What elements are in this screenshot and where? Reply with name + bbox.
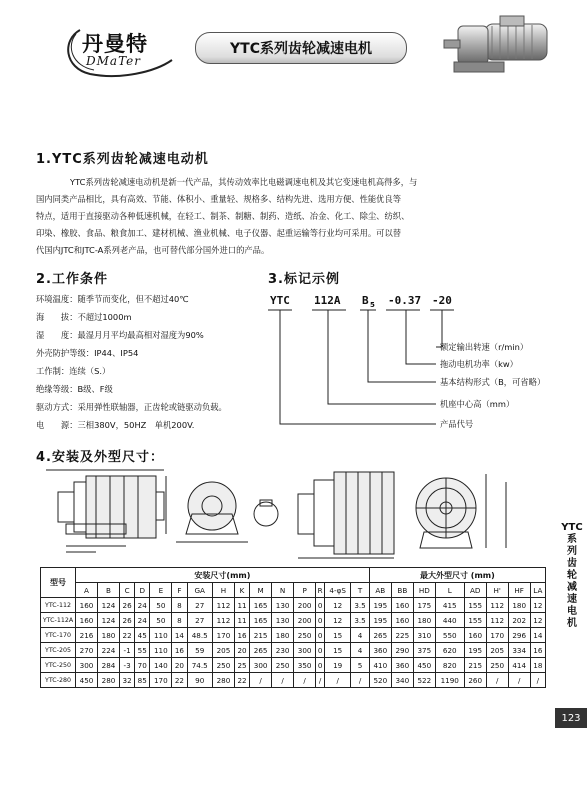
table-row xyxy=(41,658,546,673)
table-cell: 215 xyxy=(250,628,272,643)
section-1-heading: 1.YTC系列齿轮减速电动机 xyxy=(36,152,209,167)
table-cell: 3.5 xyxy=(351,598,370,613)
column-header: N xyxy=(272,583,294,598)
table-cell: 130 xyxy=(272,598,294,613)
column-header: P xyxy=(294,583,316,598)
table-cell: 26 xyxy=(120,598,135,613)
table-row xyxy=(41,643,546,658)
table-cell: 170 xyxy=(212,628,234,643)
table-cell: 22 xyxy=(234,673,249,688)
code-b-subscript: 5 xyxy=(370,301,375,309)
table-cell: 0 xyxy=(316,598,325,613)
table-cell: 230 xyxy=(272,643,294,658)
table-cell: 284 xyxy=(98,658,120,673)
table-cell: 45 xyxy=(135,628,150,643)
table-cell: 25 xyxy=(234,658,249,673)
label-structure-type: 基本结构形式（B，可省略） xyxy=(440,377,546,387)
table-cell: 820 xyxy=(435,658,464,673)
condition-line: 工作制：连续（S.） xyxy=(36,366,111,376)
table-cell: 55 xyxy=(135,643,150,658)
code-b: B xyxy=(362,294,369,307)
table-cell: 18 xyxy=(530,658,545,673)
table-cell: 440 xyxy=(435,613,464,628)
logo-english-name: DMaTer xyxy=(86,54,141,68)
table-cell: 70 xyxy=(135,658,150,673)
column-header: D xyxy=(135,583,150,598)
table-cell: 8 xyxy=(172,613,187,628)
header-title: YTC系列齿轮减速电机 xyxy=(195,32,407,64)
model-cell: YTC-280 xyxy=(41,673,76,688)
table-cell: 450 xyxy=(413,658,435,673)
column-header: C xyxy=(120,583,135,598)
table-cell: 50 xyxy=(150,613,172,628)
label-product-code: 产品代号 xyxy=(440,419,474,429)
column-header: B xyxy=(98,583,120,598)
table-cell: 180 xyxy=(413,613,435,628)
table-cell: 5 xyxy=(351,658,370,673)
table-cell: 170 xyxy=(150,673,172,688)
column-header: E xyxy=(150,583,172,598)
table-cell: 74.5 xyxy=(187,658,212,673)
condition-line: 电 源：三相380V，50HZ 单机200V. xyxy=(36,420,195,430)
table-cell: 250 xyxy=(294,628,316,643)
side-tab-char: 齿 xyxy=(567,558,577,569)
side-tab-line: YTC xyxy=(561,522,583,533)
table-cell: 165 xyxy=(250,613,272,628)
table-cell: / xyxy=(294,673,316,688)
table-cell: 200 xyxy=(294,598,316,613)
table-cell: 20 xyxy=(234,643,249,658)
table-cell: 20 xyxy=(172,658,187,673)
table-cell: / xyxy=(325,673,351,688)
column-header: AB xyxy=(369,583,391,598)
table-cell: 414 xyxy=(508,658,530,673)
table-cell: / xyxy=(508,673,530,688)
table-cell: 350 xyxy=(294,658,316,673)
column-header: H xyxy=(212,583,234,598)
table-cell: 180 xyxy=(98,628,120,643)
column-header: K xyxy=(234,583,249,598)
table-cell: 300 xyxy=(250,658,272,673)
table-cell: / xyxy=(486,673,508,688)
table-cell: 22 xyxy=(120,628,135,643)
condition-line: 湿 度：最湿月月平均最高相对湿度为90% xyxy=(36,330,204,340)
table-cell: 205 xyxy=(212,643,234,658)
code-power: -0.37 xyxy=(388,294,422,307)
condition-line: 海 拔：不超过1000m xyxy=(36,312,132,322)
table-cell: 160 xyxy=(76,613,98,628)
table-cell: 160 xyxy=(464,628,486,643)
table-cell: 15 xyxy=(325,628,351,643)
table-cell: 140 xyxy=(150,658,172,673)
table-cell: 265 xyxy=(250,643,272,658)
condition-line: 外壳防护等级：IP44、IP54 xyxy=(36,348,139,358)
table-cell: 112 xyxy=(212,598,234,613)
table-cell: 124 xyxy=(98,613,120,628)
table-cell: 1190 xyxy=(435,673,464,688)
side-tab xyxy=(557,522,587,630)
table-cell: 250 xyxy=(486,658,508,673)
column-header: A xyxy=(76,583,98,598)
table-cell: 155 xyxy=(464,598,486,613)
side-tab-char: 系 xyxy=(567,534,577,545)
table-cell: 12 xyxy=(530,598,545,613)
table-cell: 11 xyxy=(234,598,249,613)
column-header: H' xyxy=(486,583,508,598)
table-cell: 32 xyxy=(120,673,135,688)
page-number: 123 xyxy=(555,708,587,728)
table-cell: / xyxy=(530,673,545,688)
body-line: YTC系列齿轮减速电动机是新一代产品，其传动效率比电磁调速电机及其它变速电机高得多，与 xyxy=(70,177,418,187)
table-cell: 90 xyxy=(187,673,212,688)
table-cell: 112 xyxy=(486,613,508,628)
table-cell: 26 xyxy=(120,613,135,628)
label-center-height: 机座中心高（mm） xyxy=(440,399,515,409)
table-cell: 16 xyxy=(172,643,187,658)
side-tab-char: 电 xyxy=(567,606,577,617)
table-cell: 24 xyxy=(135,613,150,628)
table-cell: 124 xyxy=(98,598,120,613)
table-cell: 24 xyxy=(135,598,150,613)
code-ytc: YTC xyxy=(270,294,290,307)
label-motor-power: 拖动电机功率（kw） xyxy=(440,359,518,369)
table-cell: 112 xyxy=(486,598,508,613)
condition-line: 环境温度：随季节而变化，但不超过40℃ xyxy=(36,294,189,304)
table-cell: 360 xyxy=(391,658,413,673)
table-cell: 180 xyxy=(508,598,530,613)
table-cell: 410 xyxy=(369,658,391,673)
designation-example xyxy=(268,292,568,442)
outline-dims-header: 最大外型尺寸 (mm) xyxy=(369,568,545,583)
working-conditions-list xyxy=(36,290,266,434)
side-tab-char: 机 xyxy=(567,618,577,629)
table-cell: 265 xyxy=(369,628,391,643)
table-cell: 160 xyxy=(391,598,413,613)
table-cell: 250 xyxy=(272,658,294,673)
gear-motor-photo xyxy=(440,12,560,84)
table-cell: 48.5 xyxy=(187,628,212,643)
table-cell: -3 xyxy=(120,658,135,673)
table-cell: 3.5 xyxy=(351,613,370,628)
table-row xyxy=(41,598,546,613)
body-line: 代国内JTC和JTC-A系列老产品，也可替代部分国外进口的产品。 xyxy=(36,245,270,255)
table-cell: 450 xyxy=(76,673,98,688)
table-cell: 280 xyxy=(212,673,234,688)
table-cell: 4 xyxy=(351,628,370,643)
column-header: L xyxy=(435,583,464,598)
table-cell: 290 xyxy=(391,643,413,658)
installation-drawings xyxy=(36,462,546,562)
table-cell: 155 xyxy=(464,613,486,628)
table-cell: 205 xyxy=(486,643,508,658)
table-cell: 0 xyxy=(316,643,325,658)
table-cell: 360 xyxy=(369,643,391,658)
table-cell: 4 xyxy=(351,643,370,658)
table-cell: 260 xyxy=(464,673,486,688)
table-cell: 160 xyxy=(391,613,413,628)
model-cell: YTC-250 xyxy=(41,658,76,673)
table-row xyxy=(41,613,546,628)
column-header: T xyxy=(351,583,370,598)
body-line: 印染、橡胶、食品、粮食加工、建材机械、渔业机械、电子仪器、起重运输等行业均可采用。可以替 xyxy=(36,228,402,238)
table-cell: 16 xyxy=(530,643,545,658)
section-4-heading: 4.安装及外型尺寸： xyxy=(36,450,164,465)
table-cell: 59 xyxy=(187,643,212,658)
table-cell: 202 xyxy=(508,613,530,628)
table-cell: 27 xyxy=(187,598,212,613)
column-header: AD xyxy=(464,583,486,598)
table-cell: 620 xyxy=(435,643,464,658)
table-cell: 14 xyxy=(172,628,187,643)
table-cell: 160 xyxy=(76,598,98,613)
logo-chinese-name: 丹曼特 xyxy=(82,32,148,56)
table-cell: / xyxy=(250,673,272,688)
table-cell: 0 xyxy=(316,628,325,643)
table-cell: 12 xyxy=(530,613,545,628)
table-cell: 16 xyxy=(234,628,249,643)
table-cell: 8 xyxy=(172,598,187,613)
table-cell: 200 xyxy=(294,613,316,628)
side-tab-char: 列 xyxy=(567,546,577,557)
table-cell: 12 xyxy=(325,598,351,613)
table-row xyxy=(41,628,546,643)
table-cell: 522 xyxy=(413,673,435,688)
table-cell: 375 xyxy=(413,643,435,658)
table-cell: 165 xyxy=(250,598,272,613)
condition-line: 驱动方式：采用弹性联轴器，正齿轮或链驱动负载。 xyxy=(36,402,227,412)
table-cell: 195 xyxy=(464,643,486,658)
column-header: GA xyxy=(187,583,212,598)
table-cell: 11 xyxy=(234,613,249,628)
side-tab-char: 减 xyxy=(567,582,577,593)
table-cell: 310 xyxy=(413,628,435,643)
section-1-body xyxy=(36,174,551,259)
table-cell: 85 xyxy=(135,673,150,688)
model-cell: YTC-205 xyxy=(41,643,76,658)
code-speed: -20 xyxy=(432,294,452,307)
table-body xyxy=(41,598,546,688)
table-cell: / xyxy=(351,673,370,688)
table-cell: 0 xyxy=(316,613,325,628)
column-header: 4-φS xyxy=(325,583,351,598)
table-cell: 170 xyxy=(486,628,508,643)
side-tab-text xyxy=(557,522,587,630)
table-cell: 12 xyxy=(325,613,351,628)
table-cell: 300 xyxy=(76,658,98,673)
model-cell: YTC-112A xyxy=(41,613,76,628)
code-112a: 112A xyxy=(314,294,341,307)
model-cell: YTC-112 xyxy=(41,598,76,613)
column-header: HD xyxy=(413,583,435,598)
table-cell: 280 xyxy=(98,673,120,688)
table-cell: 224 xyxy=(98,643,120,658)
table-cell: 215 xyxy=(464,658,486,673)
column-header: F xyxy=(172,583,187,598)
table-cell: 50 xyxy=(150,598,172,613)
table-cell: 520 xyxy=(369,673,391,688)
side-tab-char: 速 xyxy=(567,594,577,605)
designation-leader-lines xyxy=(268,292,568,442)
table-cell: 110 xyxy=(150,643,172,658)
column-header: HF xyxy=(508,583,530,598)
table-cell: 195 xyxy=(369,598,391,613)
label-rated-speed: 额定输出转速（r/min） xyxy=(440,342,529,352)
table-cell: / xyxy=(272,673,294,688)
table-cell: 0 xyxy=(316,658,325,673)
condition-line: 绝缘等级：B级、F级 xyxy=(36,384,113,394)
table-group-header-row xyxy=(41,568,546,583)
section-3-heading: 3.标记示例 xyxy=(268,272,340,287)
column-header: R xyxy=(316,583,325,598)
table-cell: 112 xyxy=(212,613,234,628)
table-cell: / xyxy=(316,673,325,688)
table-cell: 250 xyxy=(212,658,234,673)
table-cell: 14 xyxy=(530,628,545,643)
model-column-header: 型号 xyxy=(41,568,76,598)
table-cell: 180 xyxy=(272,628,294,643)
table-cell: 110 xyxy=(150,628,172,643)
section-2-heading: 2.工作条件 xyxy=(36,272,108,287)
table-cell: 270 xyxy=(76,643,98,658)
table-column-header-row xyxy=(41,583,546,598)
company-logo xyxy=(60,24,180,80)
dimension-table xyxy=(40,567,546,688)
table-cell: 22 xyxy=(172,673,187,688)
side-tab-char: 轮 xyxy=(567,570,577,581)
column-header: M xyxy=(250,583,272,598)
model-cell: YTC-170 xyxy=(41,628,76,643)
table-cell: 175 xyxy=(413,598,435,613)
table-cell: 19 xyxy=(325,658,351,673)
table-cell: 300 xyxy=(294,643,316,658)
table-cell: 216 xyxy=(76,628,98,643)
table-row xyxy=(41,673,546,688)
table-cell: 15 xyxy=(325,643,351,658)
table-cell: 340 xyxy=(391,673,413,688)
column-header: BB xyxy=(391,583,413,598)
table-cell: 296 xyxy=(508,628,530,643)
table-cell: 550 xyxy=(435,628,464,643)
table-cell: 27 xyxy=(187,613,212,628)
body-line: 特点，适用于直接驱动各种低速机械，在轻工、制茶、制糖、制药、造纸、冶金、化工、除尘、纺织、 xyxy=(36,211,410,221)
table-cell: -1 xyxy=(120,643,135,658)
table-cell: 415 xyxy=(435,598,464,613)
table-cell: 195 xyxy=(369,613,391,628)
table-cell: 130 xyxy=(272,613,294,628)
install-dims-header: 安装尺寸(mm) xyxy=(76,568,370,583)
column-header: LA xyxy=(530,583,545,598)
body-line: 国内同类产品相比，具有高效、节能、体积小、重量轻、规格多、结构先进、选用方便、性能优良等 xyxy=(36,194,402,204)
table-cell: 334 xyxy=(508,643,530,658)
table-cell: 225 xyxy=(391,628,413,643)
